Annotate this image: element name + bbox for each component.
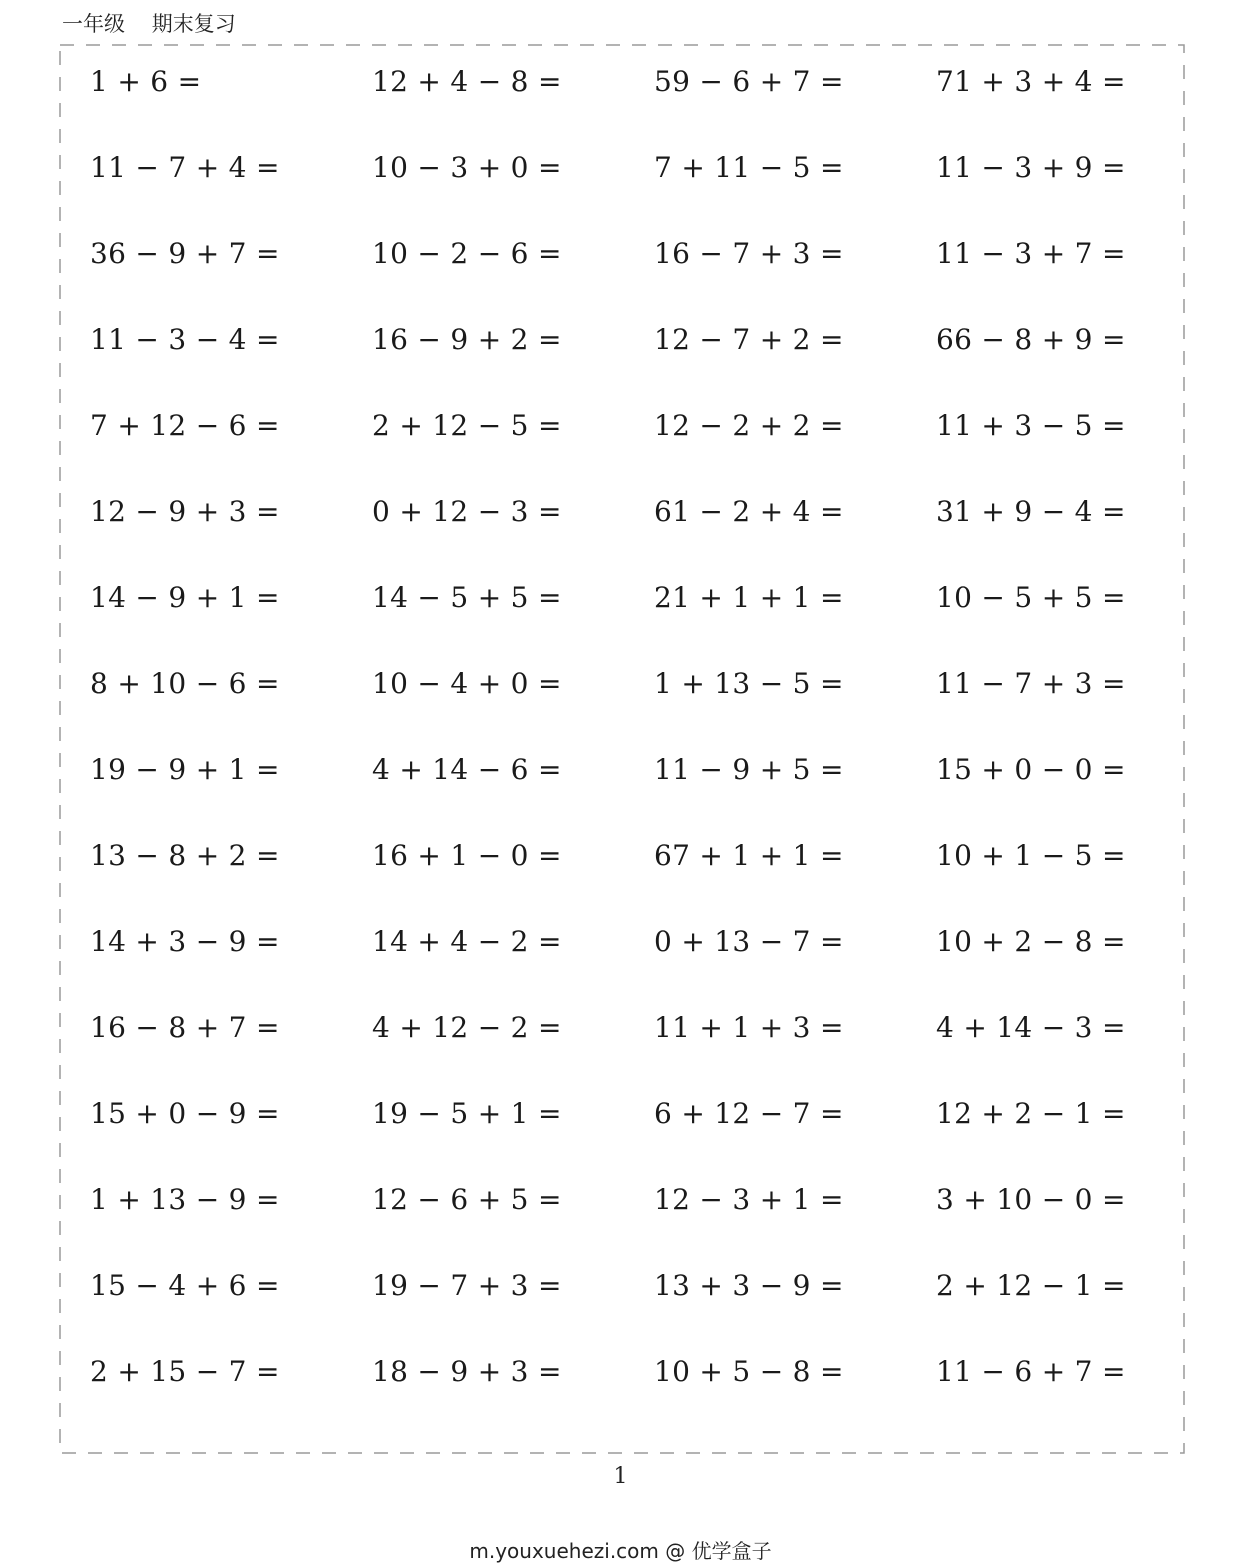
arithmetic-problem: 7 + 11 − 5 =: [654, 151, 844, 184]
page-number: 1: [613, 1464, 628, 1489]
arithmetic-problem: 12 + 2 − 1 =: [936, 1097, 1126, 1130]
arithmetic-problem: 19 − 9 + 1 =: [90, 753, 280, 786]
arithmetic-problem: 4 + 14 − 3 =: [936, 1011, 1126, 1044]
arithmetic-problem: 1 + 13 − 5 =: [654, 667, 844, 700]
arithmetic-problem: 11 − 7 + 4 =: [90, 151, 280, 184]
arithmetic-problem: 11 + 3 − 5 =: [936, 409, 1126, 442]
arithmetic-problem: 16 − 7 + 3 =: [654, 237, 844, 270]
arithmetic-problem: 66 − 8 + 9 =: [936, 323, 1126, 356]
arithmetic-problem: 21 + 1 + 1 =: [654, 581, 844, 614]
arithmetic-problem: 10 − 4 + 0 =: [372, 667, 562, 700]
arithmetic-problem: 12 − 2 + 2 =: [654, 409, 844, 442]
arithmetic-problem: 11 − 9 + 5 =: [654, 753, 844, 786]
arithmetic-problem: 10 − 5 + 5 =: [936, 581, 1126, 614]
arithmetic-problem: 6 + 12 − 7 =: [654, 1097, 844, 1130]
arithmetic-problem: 12 − 7 + 2 =: [654, 323, 844, 356]
arithmetic-problem: 11 − 6 + 7 =: [936, 1355, 1126, 1388]
arithmetic-problem: 31 + 9 − 4 =: [936, 495, 1126, 528]
arithmetic-problem: 7 + 12 − 6 =: [90, 409, 280, 442]
arithmetic-problem: 10 + 5 − 8 =: [654, 1355, 844, 1388]
arithmetic-problem: 61 − 2 + 4 =: [654, 495, 844, 528]
problem-grid: [59, 44, 1185, 1454]
arithmetic-problem: 18 − 9 + 3 =: [372, 1355, 562, 1388]
arithmetic-problem: 12 − 3 + 1 =: [654, 1183, 844, 1216]
arithmetic-problem: 14 + 4 − 2 =: [372, 925, 562, 958]
problem-frame: [59, 44, 1185, 1454]
arithmetic-problem: 15 + 0 − 0 =: [936, 753, 1126, 786]
arithmetic-problem: 1 + 13 − 9 =: [90, 1183, 280, 1216]
worksheet-header: [62, 8, 236, 38]
arithmetic-problem: 14 − 5 + 5 =: [372, 581, 562, 614]
grade-label: 一年级: [62, 12, 125, 36]
arithmetic-problem: 11 − 3 + 7 =: [936, 237, 1126, 270]
arithmetic-problem: 11 + 1 + 3 =: [654, 1011, 844, 1044]
arithmetic-problem: 10 + 2 − 8 =: [936, 925, 1126, 958]
arithmetic-problem: 4 + 14 − 6 =: [372, 753, 562, 786]
arithmetic-problem: 16 − 8 + 7 =: [90, 1011, 280, 1044]
arithmetic-problem: 0 + 13 − 7 =: [654, 925, 844, 958]
arithmetic-problem: 10 − 2 − 6 =: [372, 237, 562, 270]
arithmetic-problem: 3 + 10 − 0 =: [936, 1183, 1126, 1216]
arithmetic-problem: 13 + 3 − 9 =: [654, 1269, 844, 1302]
arithmetic-problem: 11 − 3 − 4 =: [90, 323, 280, 356]
arithmetic-problem: 8 + 10 − 6 =: [90, 667, 280, 700]
worksheet-title: 期末复习: [151, 12, 236, 36]
arithmetic-problem: 14 − 9 + 1 =: [90, 581, 280, 614]
arithmetic-problem: 2 + 12 − 1 =: [936, 1269, 1126, 1302]
arithmetic-problem: 11 − 3 + 9 =: [936, 151, 1126, 184]
footer-watermark: m.youxuehezi.com @ 优学盒子: [469, 1539, 772, 1563]
arithmetic-problem: 16 − 9 + 2 =: [372, 323, 562, 356]
arithmetic-problem: 14 + 3 − 9 =: [90, 925, 280, 958]
arithmetic-problem: 19 − 7 + 3 =: [372, 1269, 562, 1302]
arithmetic-problem: 2 + 12 − 5 =: [372, 409, 562, 442]
arithmetic-problem: 19 − 5 + 1 =: [372, 1097, 562, 1130]
arithmetic-problem: 15 − 4 + 6 =: [90, 1269, 280, 1302]
arithmetic-problem: 12 − 6 + 5 =: [372, 1183, 562, 1216]
arithmetic-problem: 59 − 6 + 7 =: [654, 65, 844, 98]
arithmetic-problem: 13 − 8 + 2 =: [90, 839, 280, 872]
arithmetic-problem: 67 + 1 + 1 =: [654, 839, 844, 872]
arithmetic-problem: 36 − 9 + 7 =: [90, 237, 280, 270]
arithmetic-problem: 0 + 12 − 3 =: [372, 495, 562, 528]
arithmetic-problem: 16 + 1 − 0 =: [372, 839, 562, 872]
arithmetic-problem: 10 + 1 − 5 =: [936, 839, 1126, 872]
arithmetic-problem: 12 − 9 + 3 =: [90, 495, 280, 528]
arithmetic-problem: 4 + 12 − 2 =: [372, 1011, 562, 1044]
arithmetic-problem: 10 − 3 + 0 =: [372, 151, 562, 184]
arithmetic-problem: 2 + 15 − 7 =: [90, 1355, 280, 1388]
arithmetic-problem: 15 + 0 − 9 =: [90, 1097, 280, 1130]
arithmetic-problem: 1 + 6 =: [90, 65, 202, 98]
arithmetic-problem: 12 + 4 − 8 =: [372, 65, 562, 98]
arithmetic-problem: 71 + 3 + 4 =: [936, 65, 1126, 98]
arithmetic-problem: 11 − 7 + 3 =: [936, 667, 1126, 700]
